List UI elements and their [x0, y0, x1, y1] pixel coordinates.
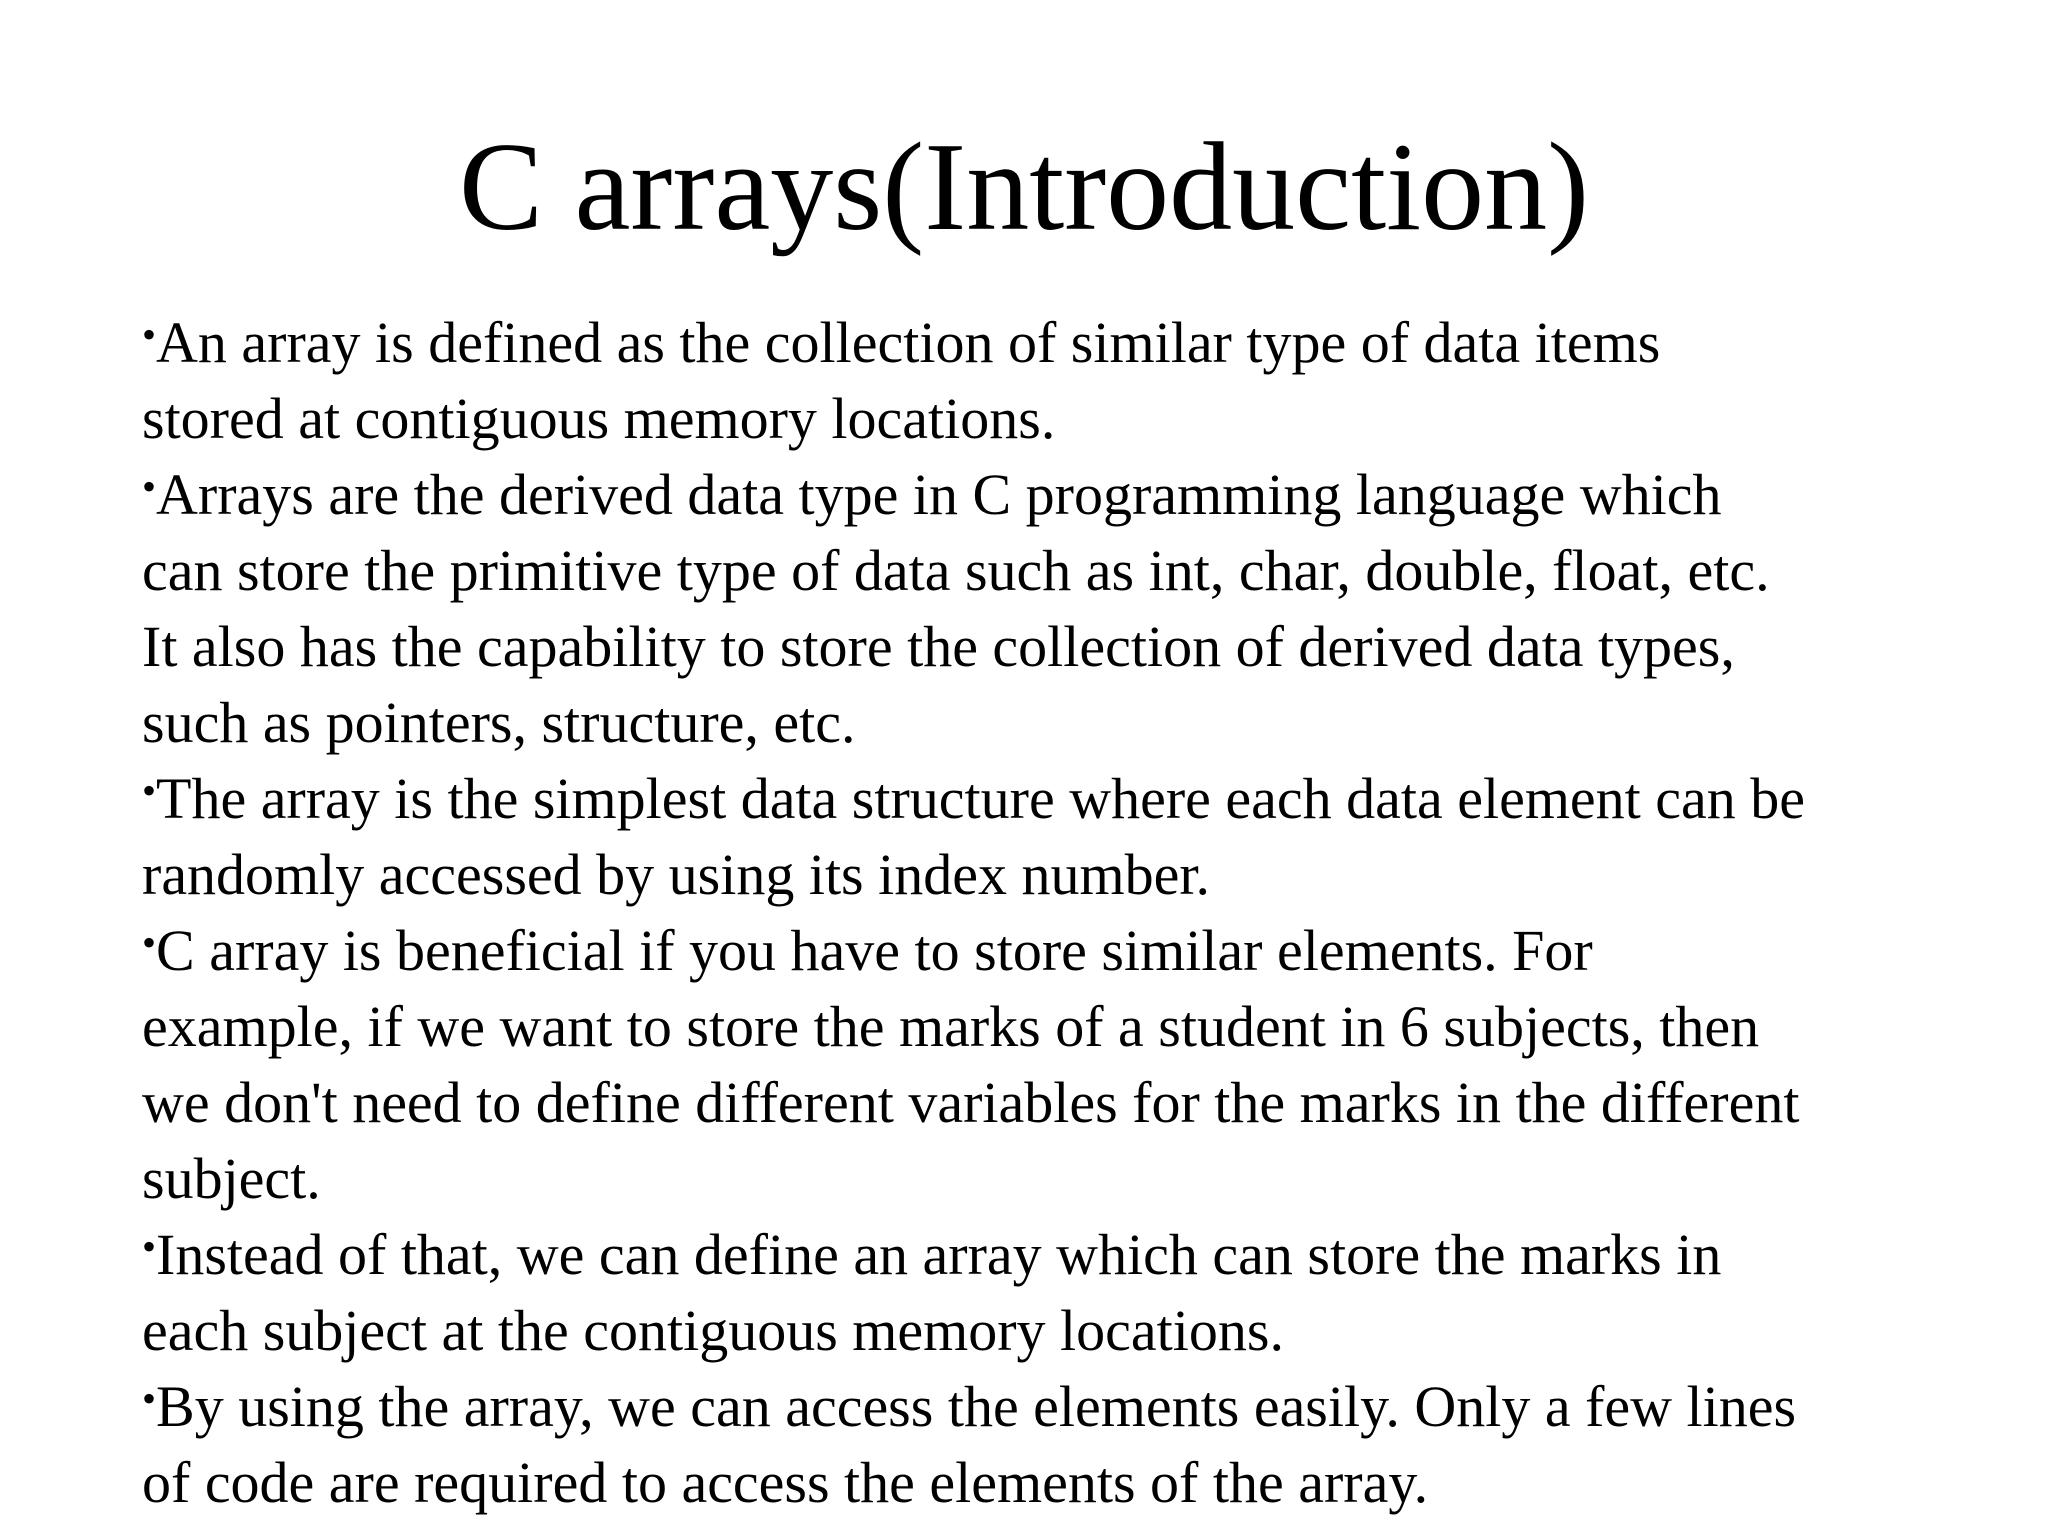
bullet-line: It also has the capability to store the collection of derived data types, [142, 614, 1735, 679]
bullet-line: randomly accessed by using its index number. [142, 842, 1210, 907]
bullet-line: of code are required to access the elements of the array. [142, 1450, 1429, 1515]
bullet-icon: • [142, 1376, 157, 1421]
bullet-item [142, 761, 2022, 913]
bullet-item [142, 1217, 2022, 1369]
bullet-line: example, if we want to store the marks of a student in 6 subjects, then [142, 994, 1760, 1059]
bullet-item [142, 457, 2022, 761]
bullet-line: subject. [142, 1146, 321, 1211]
bullet-line: such as pointers, structure, etc. [142, 690, 856, 755]
bullet-line: An array is defined as the collection of similar type of data items [156, 310, 1661, 375]
bullet-item [142, 1369, 2022, 1521]
bullet-line: we don't need to define different variables for the marks in the different [142, 1070, 1800, 1135]
bullet-line: each subject at the contiguous memory locations. [142, 1298, 1284, 1363]
bullet-line: can store the primitive type of data such as int, char, double, float, etc. [142, 538, 1770, 603]
bullet-icon: • [142, 312, 157, 357]
bullet-line: C array is beneficial if you have to store similar elements. For [156, 918, 1593, 983]
slide-title: C arrays(Introduction) [458, 118, 1590, 257]
bullet-line: Arrays are the derived data type in C programming language which [156, 462, 1722, 527]
bullet-icon: • [142, 464, 157, 509]
bullet-icon: • [142, 920, 157, 965]
bullet-icon: • [142, 768, 157, 813]
bullet-list [142, 305, 2022, 1521]
bullet-line: Instead of that, we can define an array which can store the marks in [156, 1222, 1722, 1287]
bullet-icon: • [142, 1224, 157, 1269]
bullet-line: stored at contiguous memory locations. [142, 386, 1056, 451]
bullet-item [142, 305, 2022, 457]
bullet-line: By using the array, we can access the elements easily. Only a few lines [156, 1374, 1797, 1439]
bullet-item [142, 913, 2022, 1217]
bullet-line: The array is the simplest data structure where each data element can be [156, 766, 1806, 831]
